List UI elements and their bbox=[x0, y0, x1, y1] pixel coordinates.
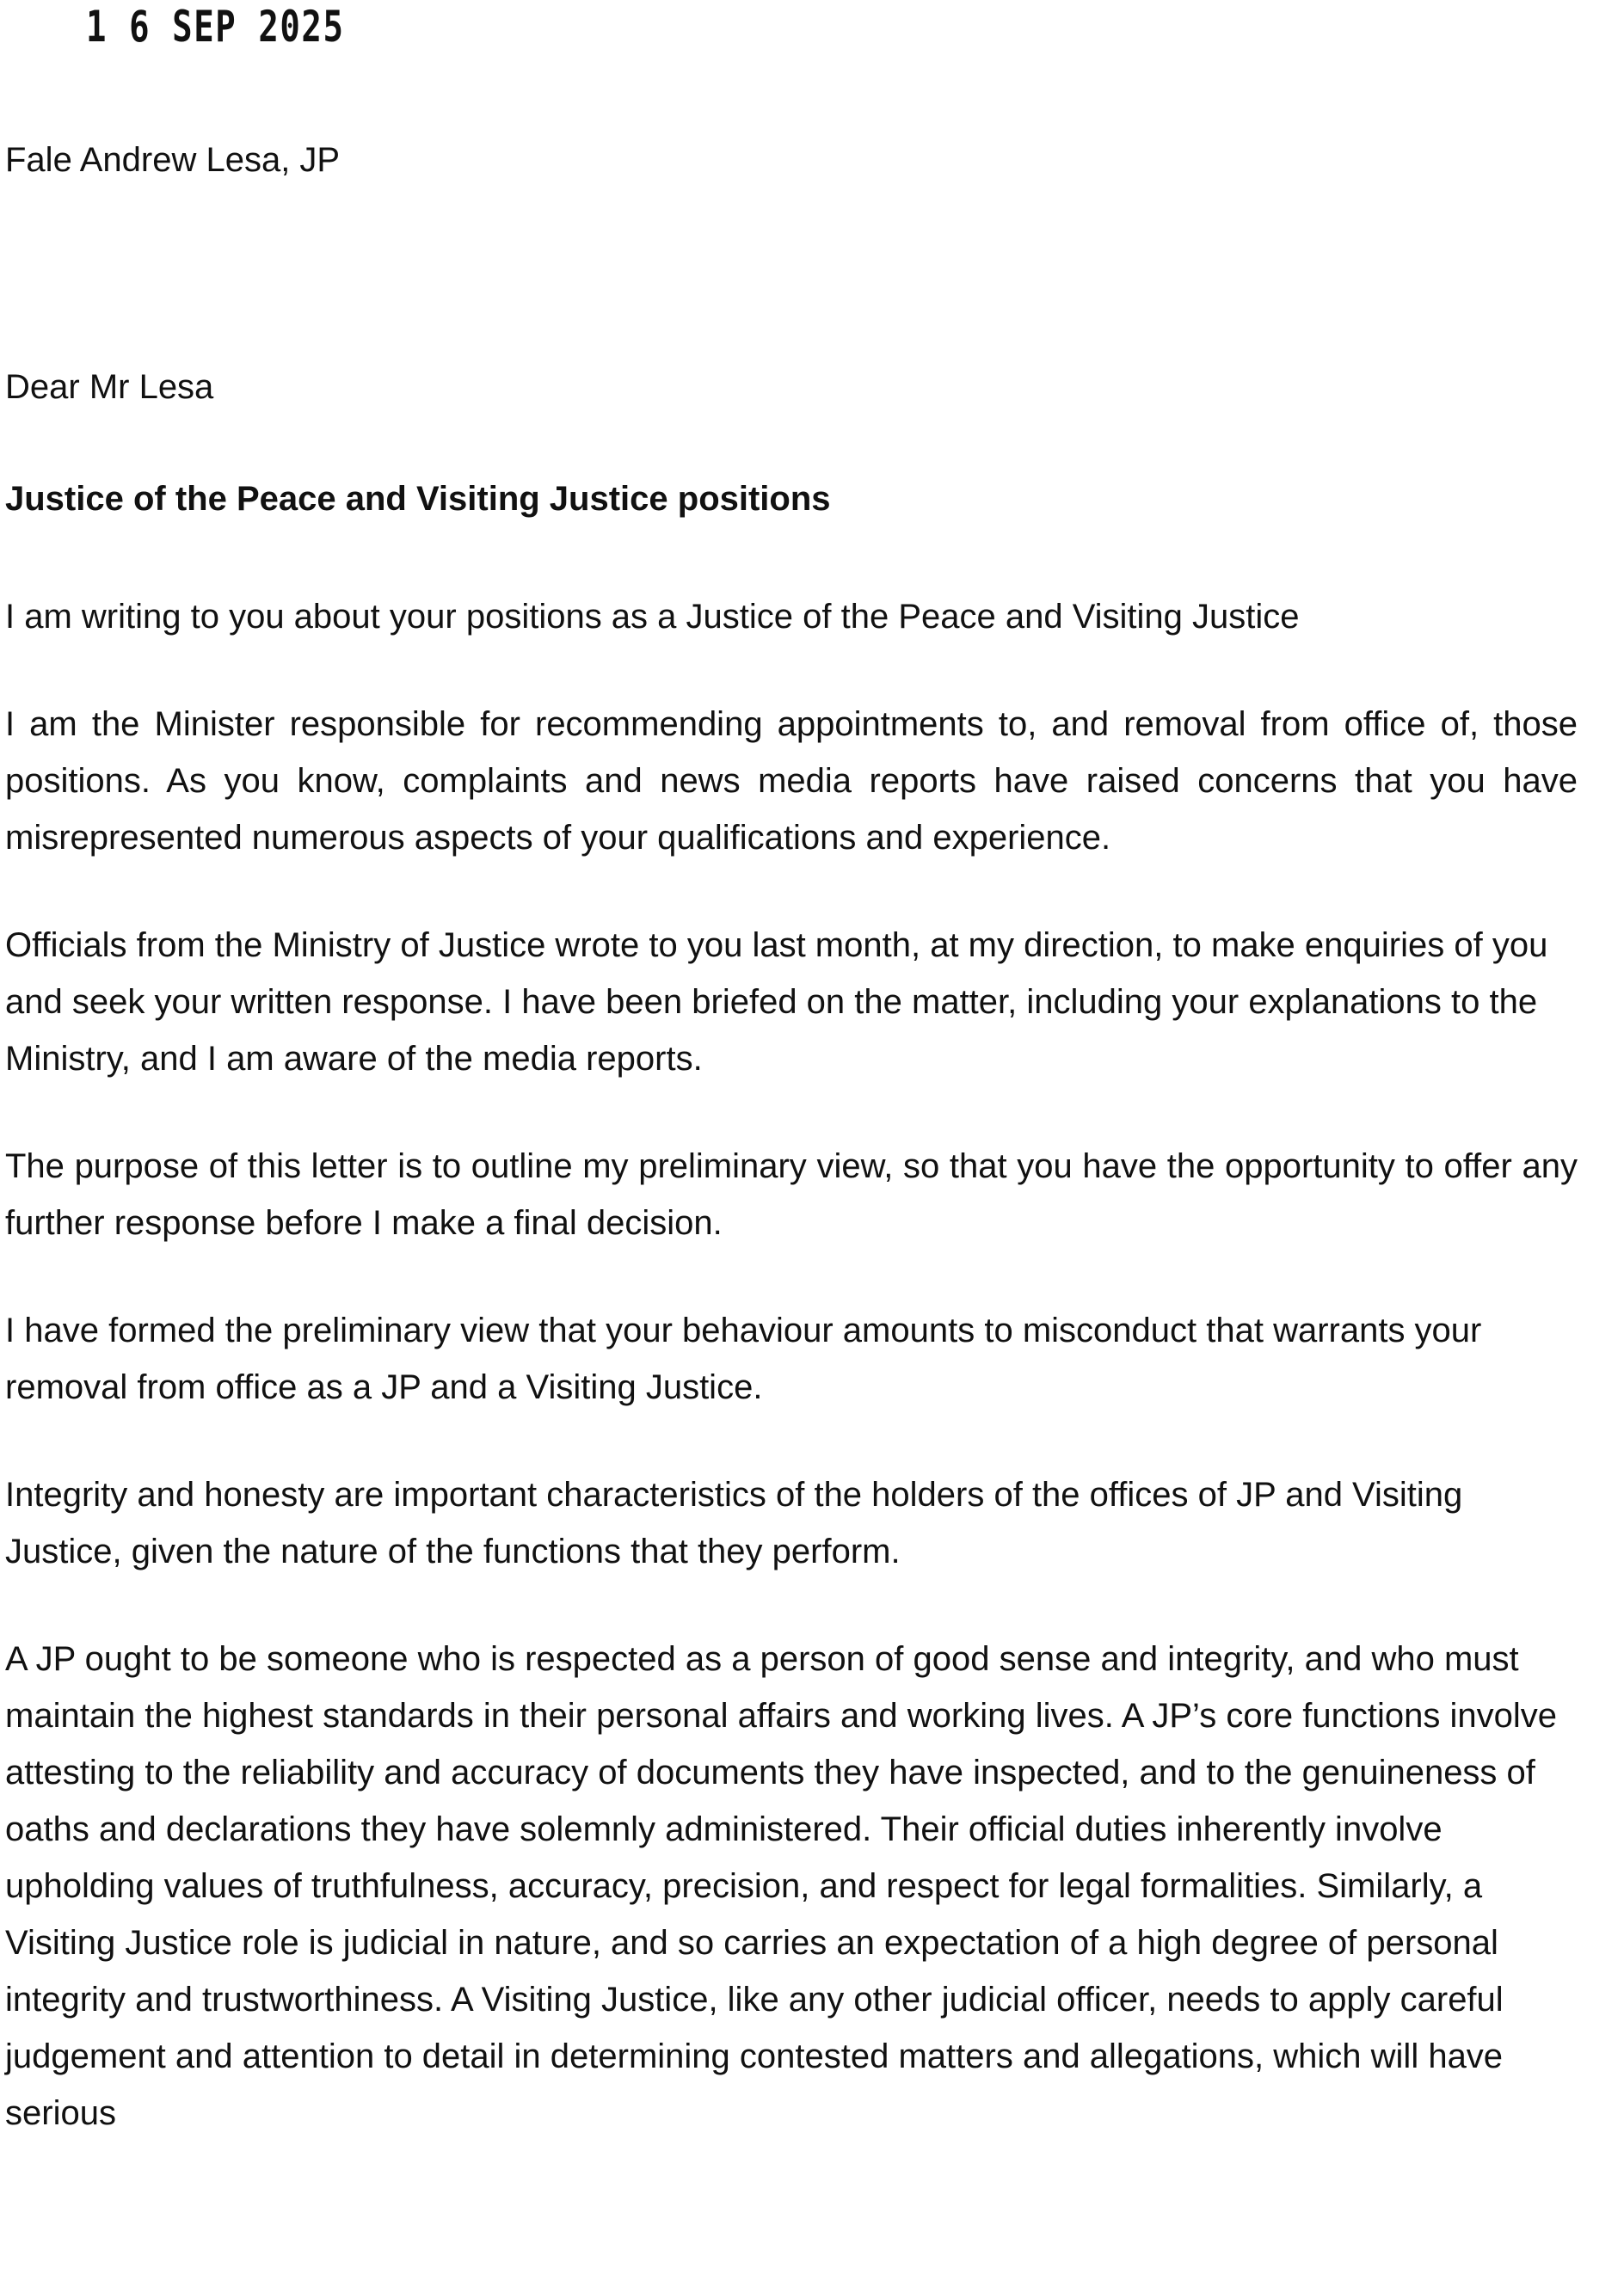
subject-heading: Justice of the Peace and Visiting Justice positions bbox=[5, 480, 831, 518]
paragraph-integrity: Integrity and honesty are important characteristics of the holders of the offices of JP and Visiting Justice, given the nature of the functions that they perform. bbox=[5, 1476, 1463, 1570]
letter-body bbox=[5, 588, 1578, 2192]
paragraph-preliminary-view: I have formed the preliminary view that your behaviour amounts to misconduct that warrants your removal from office as a JP and a Visiting Justice. bbox=[5, 1312, 1482, 1406]
paragraph-intro: I am writing to you about your positions as a Justice of the Peace and Visiting Justice bbox=[5, 598, 1300, 636]
paragraph-jp-functions: A JP ought to be someone who is respected as a person of good sense and integrity, and who must maintain the highest standards in their personal affairs and working lives. A JP’s core functions involve attesting to the reliability and accuracy of documents they have inspected, and to the genuineness of oaths and declarations they have solemnly administered. Their official duties inherently involve upholding values of truthfulness, accuracy, precision, and respect for legal formalities. Similarly, a Visiting Justice role is judicial in nature, and so carries an expectation of a high degree of personal integrity and trustworthiness. A Visiting Justice, like any other judicial officer, needs to apply careful judgement and attention to detail in determining contested matters and allegations, which will have serious bbox=[5, 1640, 1557, 2132]
salutation: Dear Mr Lesa bbox=[5, 368, 214, 406]
paragraph-purpose: The purpose of this letter is to outline my preliminary view, so that you have the opportunity to offer any further response before I make a final decision. bbox=[5, 1147, 1578, 1242]
paragraph-minister-role: I am the Minister responsible for recommending appointments to, and removal from office of, those positions. As you know, complaints and news media reports have raised concerns that you have misrepresented numerous aspects of your qualifications and experience. bbox=[5, 705, 1578, 857]
date-stamp: 1 6 SEP 2025 bbox=[86, 2, 345, 52]
recipient-name: Fale Andrew Lesa, JP bbox=[5, 141, 341, 179]
paragraph-ministry-enquiries: Officials from the Ministry of Justice wrote to you last month, at my direction, to make enquiries of you and seek your written response. I have been briefed on the matter, including your explanations to the Ministry, and I am aware of the media reports. bbox=[5, 926, 1548, 1078]
